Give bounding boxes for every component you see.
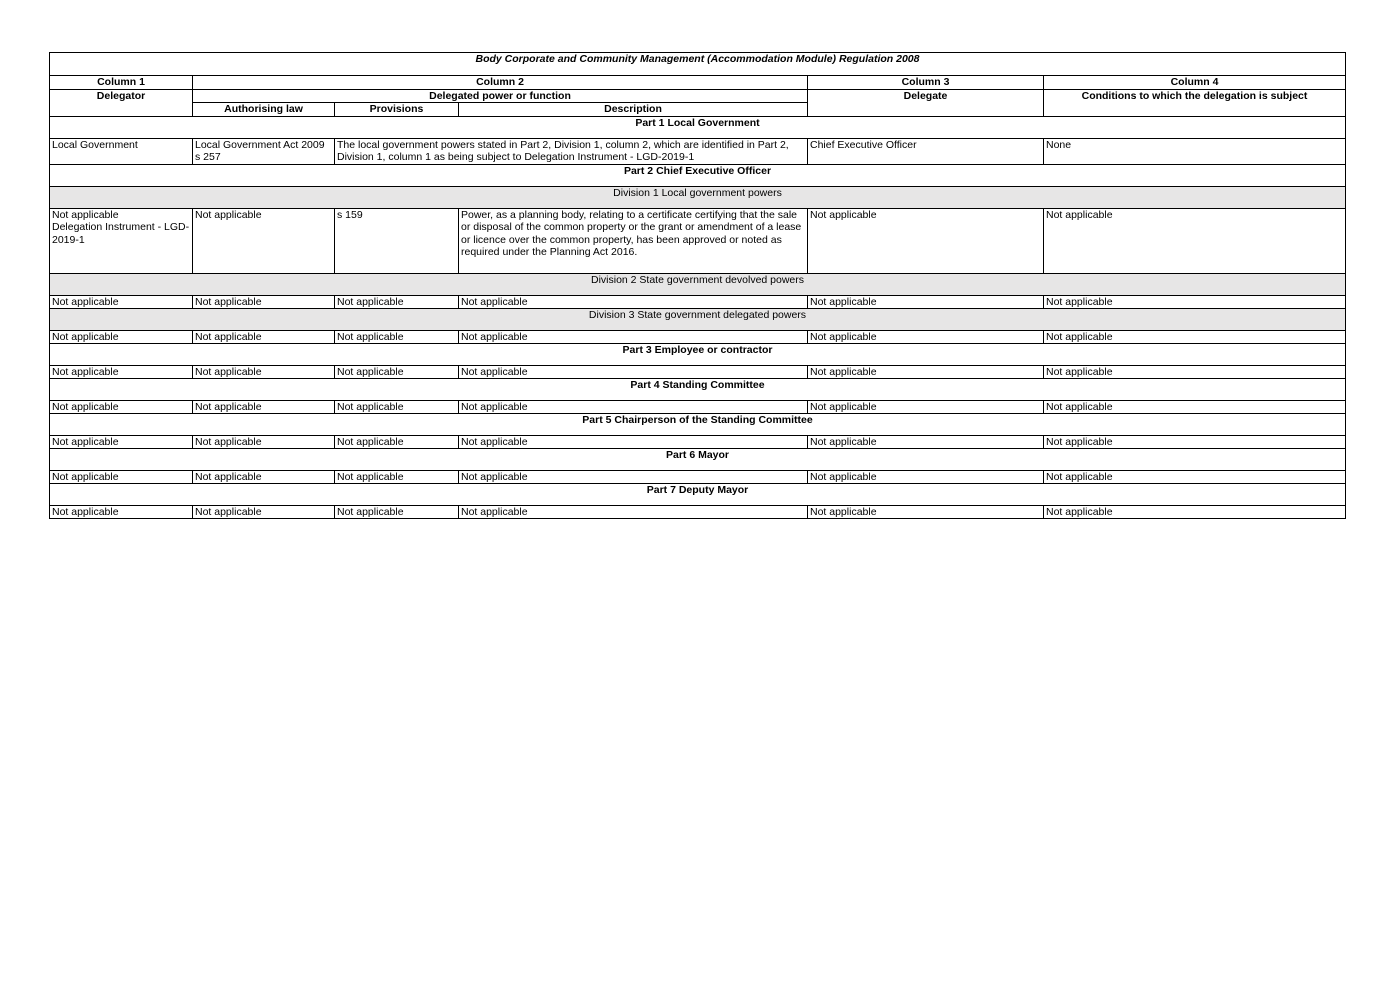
conditions-cell: Not applicable <box>1044 435 1346 448</box>
part-3-heading: Part 3 Employee or contractor <box>50 343 1346 365</box>
conditions-cell: Not applicable <box>1044 295 1346 308</box>
provisions-header: Provisions <box>335 103 459 117</box>
division-2-heading: Division 2 State government devolved powers <box>50 273 1346 295</box>
authorising-law-cell: Not applicable <box>193 435 335 448</box>
delegator-cell: Not applicable <box>50 470 193 483</box>
provisions-cell: Not applicable <box>335 435 459 448</box>
description-cell: Not applicable <box>459 365 808 378</box>
conditions-cell: Not applicable <box>1044 208 1346 273</box>
authorising-law-cell: Not applicable <box>193 330 335 343</box>
part-4-heading: Part 4 Standing Committee <box>50 378 1346 400</box>
authorising-law-header: Authorising law <box>193 103 335 117</box>
part-5-heading: Part 5 Chairperson of the Standing Committee <box>50 413 1346 435</box>
delegated-power-header: Delegated power or function <box>193 89 808 103</box>
table-row <box>50 400 1346 413</box>
description-cell: Not applicable <box>459 295 808 308</box>
provisions-cell: Not applicable <box>335 470 459 483</box>
description-cell: Power, as a planning body, relating to a certificate certifying that the sale or disposal of the common property or the grant or amendment of a lease or licence over the common property, has been approved or noted as required under the Planning Act 2016. <box>459 208 808 273</box>
part-2-heading: Part 2 Chief Executive Officer <box>50 164 1346 186</box>
table-row <box>50 330 1346 343</box>
authorising-law-cell: Not applicable <box>193 365 335 378</box>
table-row <box>50 138 1346 164</box>
column-2-header: Column 2 <box>193 76 808 90</box>
delegator-cell: Not applicable <box>50 435 193 448</box>
document-title: Body Corporate and Community Management (Accommodation Module) Regulation 2008 <box>50 53 1346 76</box>
table-row <box>50 470 1346 483</box>
column-3-header: Column 3 <box>808 76 1044 90</box>
provisions-cell: Not applicable <box>335 330 459 343</box>
description-cell: Not applicable <box>459 505 808 518</box>
delegator-cell: Not applicable <box>50 400 193 413</box>
delegate-cell: Not applicable <box>808 295 1044 308</box>
conditions-cell: None <box>1044 138 1346 164</box>
table-row <box>50 365 1346 378</box>
provisions-cell: s 159 <box>335 208 459 273</box>
table-row <box>50 435 1346 448</box>
delegation-instrument-text: Delegation Instrument - LGD-2019-1 <box>52 221 190 246</box>
delegator-cell: Not applicable <box>50 295 193 308</box>
conditions-header: Conditions to which the delegation is subject <box>1044 89 1346 116</box>
delegate-cell: Not applicable <box>808 365 1044 378</box>
delegator-header: Delegator <box>50 89 193 116</box>
delegate-cell: Not applicable <box>808 505 1044 518</box>
division-3-heading: Division 3 State government delegated powers <box>50 308 1346 330</box>
authorising-law-cell: Not applicable <box>193 505 335 518</box>
delegate-cell: Not applicable <box>808 330 1044 343</box>
authorising-law-cell: Not applicable <box>193 295 335 308</box>
column-1-header: Column 1 <box>50 76 193 90</box>
provisions-cell: Not applicable <box>335 295 459 308</box>
table-row <box>50 208 1346 273</box>
delegator-cell <box>50 208 193 273</box>
description-cell: Not applicable <box>459 435 808 448</box>
part-7-heading: Part 7 Deputy Mayor <box>50 483 1346 505</box>
delegation-table <box>49 52 1346 519</box>
delegator-text: Not applicable <box>52 208 119 221</box>
delegate-cell: Chief Executive Officer <box>808 138 1044 164</box>
delegate-cell: Not applicable <box>808 435 1044 448</box>
conditions-cell: Not applicable <box>1044 400 1346 413</box>
delegator-cell: Not applicable <box>50 505 193 518</box>
conditions-cell: Not applicable <box>1044 505 1346 518</box>
authorising-law-cell: Not applicable <box>193 470 335 483</box>
authorising-law-cell: Not applicable <box>193 400 335 413</box>
table-row <box>50 505 1346 518</box>
authorising-law-cell: Local Government Act 2009 s 257 <box>193 138 335 164</box>
authorising-law-cell: Not applicable <box>193 208 335 273</box>
division-1-heading: Division 1 Local government powers <box>50 186 1346 208</box>
delegate-header: Delegate <box>808 89 1044 116</box>
table-row <box>50 295 1346 308</box>
provisions-description-cell: The local government powers stated in Part 2, Division 1, column 2, which are identified in Part 2, Division 1, column 1 as being subject to Delegation Instrument - LGD-2019-1 <box>335 138 808 164</box>
description-cell: Not applicable <box>459 330 808 343</box>
delegator-cell: Not applicable <box>50 330 193 343</box>
provisions-cell: Not applicable <box>335 505 459 518</box>
delegate-cell: Not applicable <box>808 470 1044 483</box>
conditions-cell: Not applicable <box>1044 330 1346 343</box>
delegate-cell: Not applicable <box>808 400 1044 413</box>
delegate-cell: Not applicable <box>808 208 1044 273</box>
delegator-cell: Not applicable <box>50 365 193 378</box>
part-1-heading: Part 1 Local Government <box>50 116 1346 138</box>
provisions-cell: Not applicable <box>335 365 459 378</box>
column-4-header: Column 4 <box>1044 76 1346 90</box>
description-header: Description <box>459 103 808 117</box>
description-cell: Not applicable <box>459 470 808 483</box>
conditions-cell: Not applicable <box>1044 470 1346 483</box>
conditions-cell: Not applicable <box>1044 365 1346 378</box>
part-6-heading: Part 6 Mayor <box>50 448 1346 470</box>
delegator-cell: Local Government <box>50 138 193 164</box>
description-cell: Not applicable <box>459 400 808 413</box>
provisions-cell: Not applicable <box>335 400 459 413</box>
